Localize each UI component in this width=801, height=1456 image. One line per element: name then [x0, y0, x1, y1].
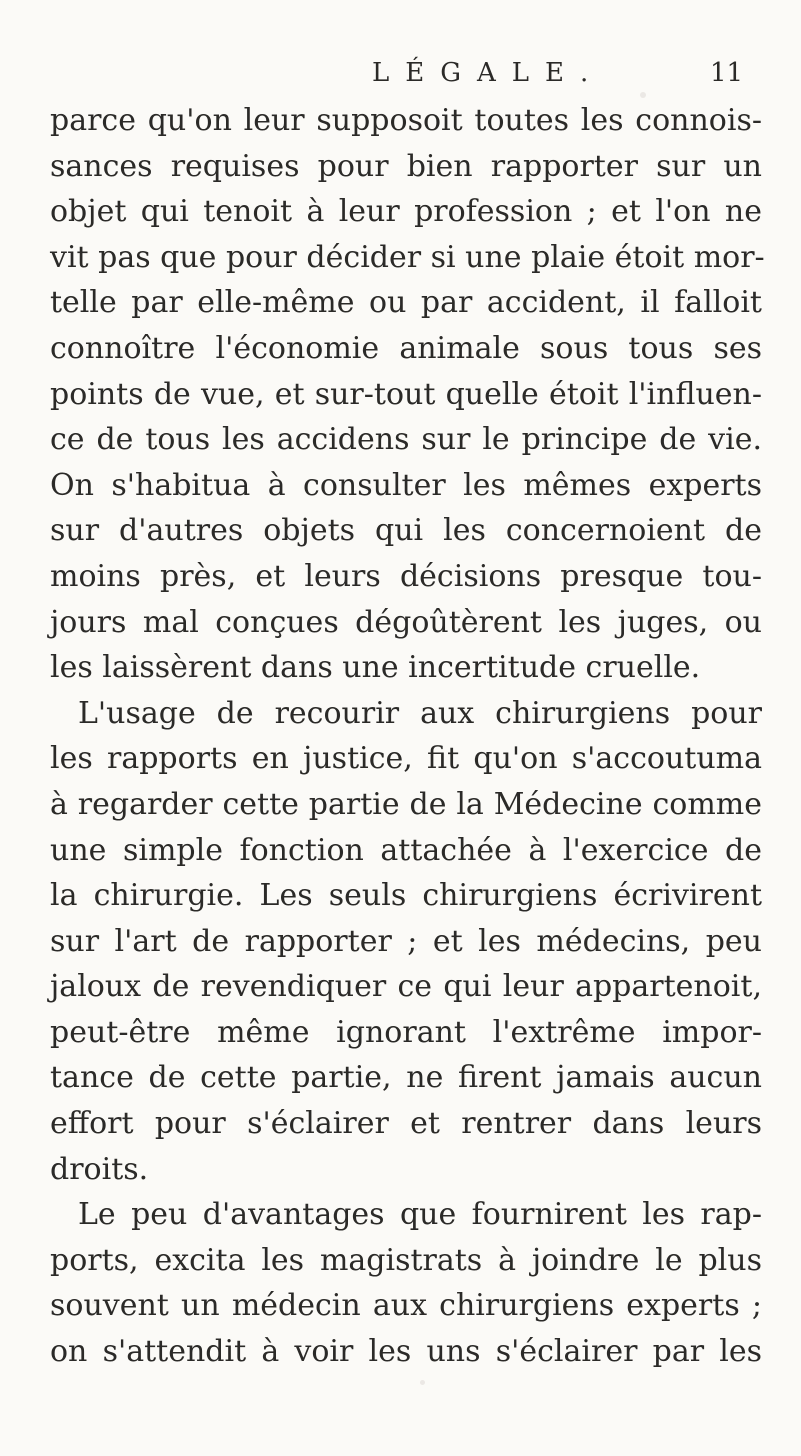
- text-line: ports, excita les magistrats à joindre le plus: [50, 1242, 762, 1278]
- text-line: vit pas que pour décider si une plaie étoit mor-: [50, 239, 765, 275]
- text-line: à regarder cette partie de la Médecine comme: [50, 786, 762, 822]
- paragraph-start-line: Le peu d'avantages que fournirent les rap-: [78, 1197, 762, 1233]
- text-line: effort pour s'éclairer et rentrer dans leurs: [50, 1106, 762, 1142]
- text-line: sur d'autres objets qui les concernoient de: [50, 513, 762, 549]
- text-line: telle par elle-même ou par accident, il falloit: [50, 285, 762, 321]
- body-text: [50, 98, 765, 1375]
- text-line: droits.: [50, 1151, 149, 1187]
- paragraph-start-line: L'usage de recourir aux chirurgiens pour: [78, 695, 762, 731]
- text-line: On s'habitua à consulter les mêmes experts: [50, 467, 762, 503]
- text-line: sances requises pour bien rapporter sur un: [50, 148, 762, 184]
- page-number: 11: [710, 58, 744, 88]
- text-line: tance de cette partie, ne firent jamais aucun: [50, 1060, 762, 1096]
- text-line: jours mal conçues dégoûtèrent les juges, ou: [50, 604, 762, 640]
- running-head: [0, 58, 801, 94]
- text-line: ce de tous les accidens sur le principe de vie.: [50, 422, 762, 458]
- paper-speck: [640, 92, 646, 98]
- text-line: objet qui tenoit à leur profession ; et l'on ne: [50, 194, 762, 230]
- text-line: moins près, et leurs décisions presque tou-: [50, 558, 762, 594]
- text-line: connoître l'économie animale sous tous ses: [50, 330, 762, 366]
- text-line: les laissèrent dans une incertitude cruelle.: [50, 650, 701, 686]
- text-line: une simple fonction attachée à l'exercice de: [50, 832, 762, 868]
- text-line: souvent un médecin aux chirurgiens experts ;: [50, 1288, 762, 1324]
- text-line: les rapports en justice, fit qu'on s'accoutuma: [50, 741, 762, 777]
- text-line: peut-être même ignorant l'extrême impor-: [50, 1014, 762, 1050]
- text-line: parce qu'on leur supposoit toutes les connois-: [50, 103, 762, 138]
- text-line: sur l'art de rapporter ; et les médecins, peu: [50, 923, 762, 959]
- paper-speck: [420, 1380, 425, 1385]
- text-line: points de vue, et sur-tout quelle étoit l'influen-: [50, 376, 762, 412]
- text-line: jaloux de revendiquer ce qui leur appartenoit,: [50, 969, 762, 1005]
- running-title: LÉGALE.: [372, 58, 605, 88]
- paper-speck: [92, 1300, 96, 1304]
- text-line: la chirurgie. Les seuls chirurgiens écrivirent: [50, 878, 762, 914]
- text-line: on s'attendit à voir les uns s'éclairer par les: [50, 1334, 762, 1370]
